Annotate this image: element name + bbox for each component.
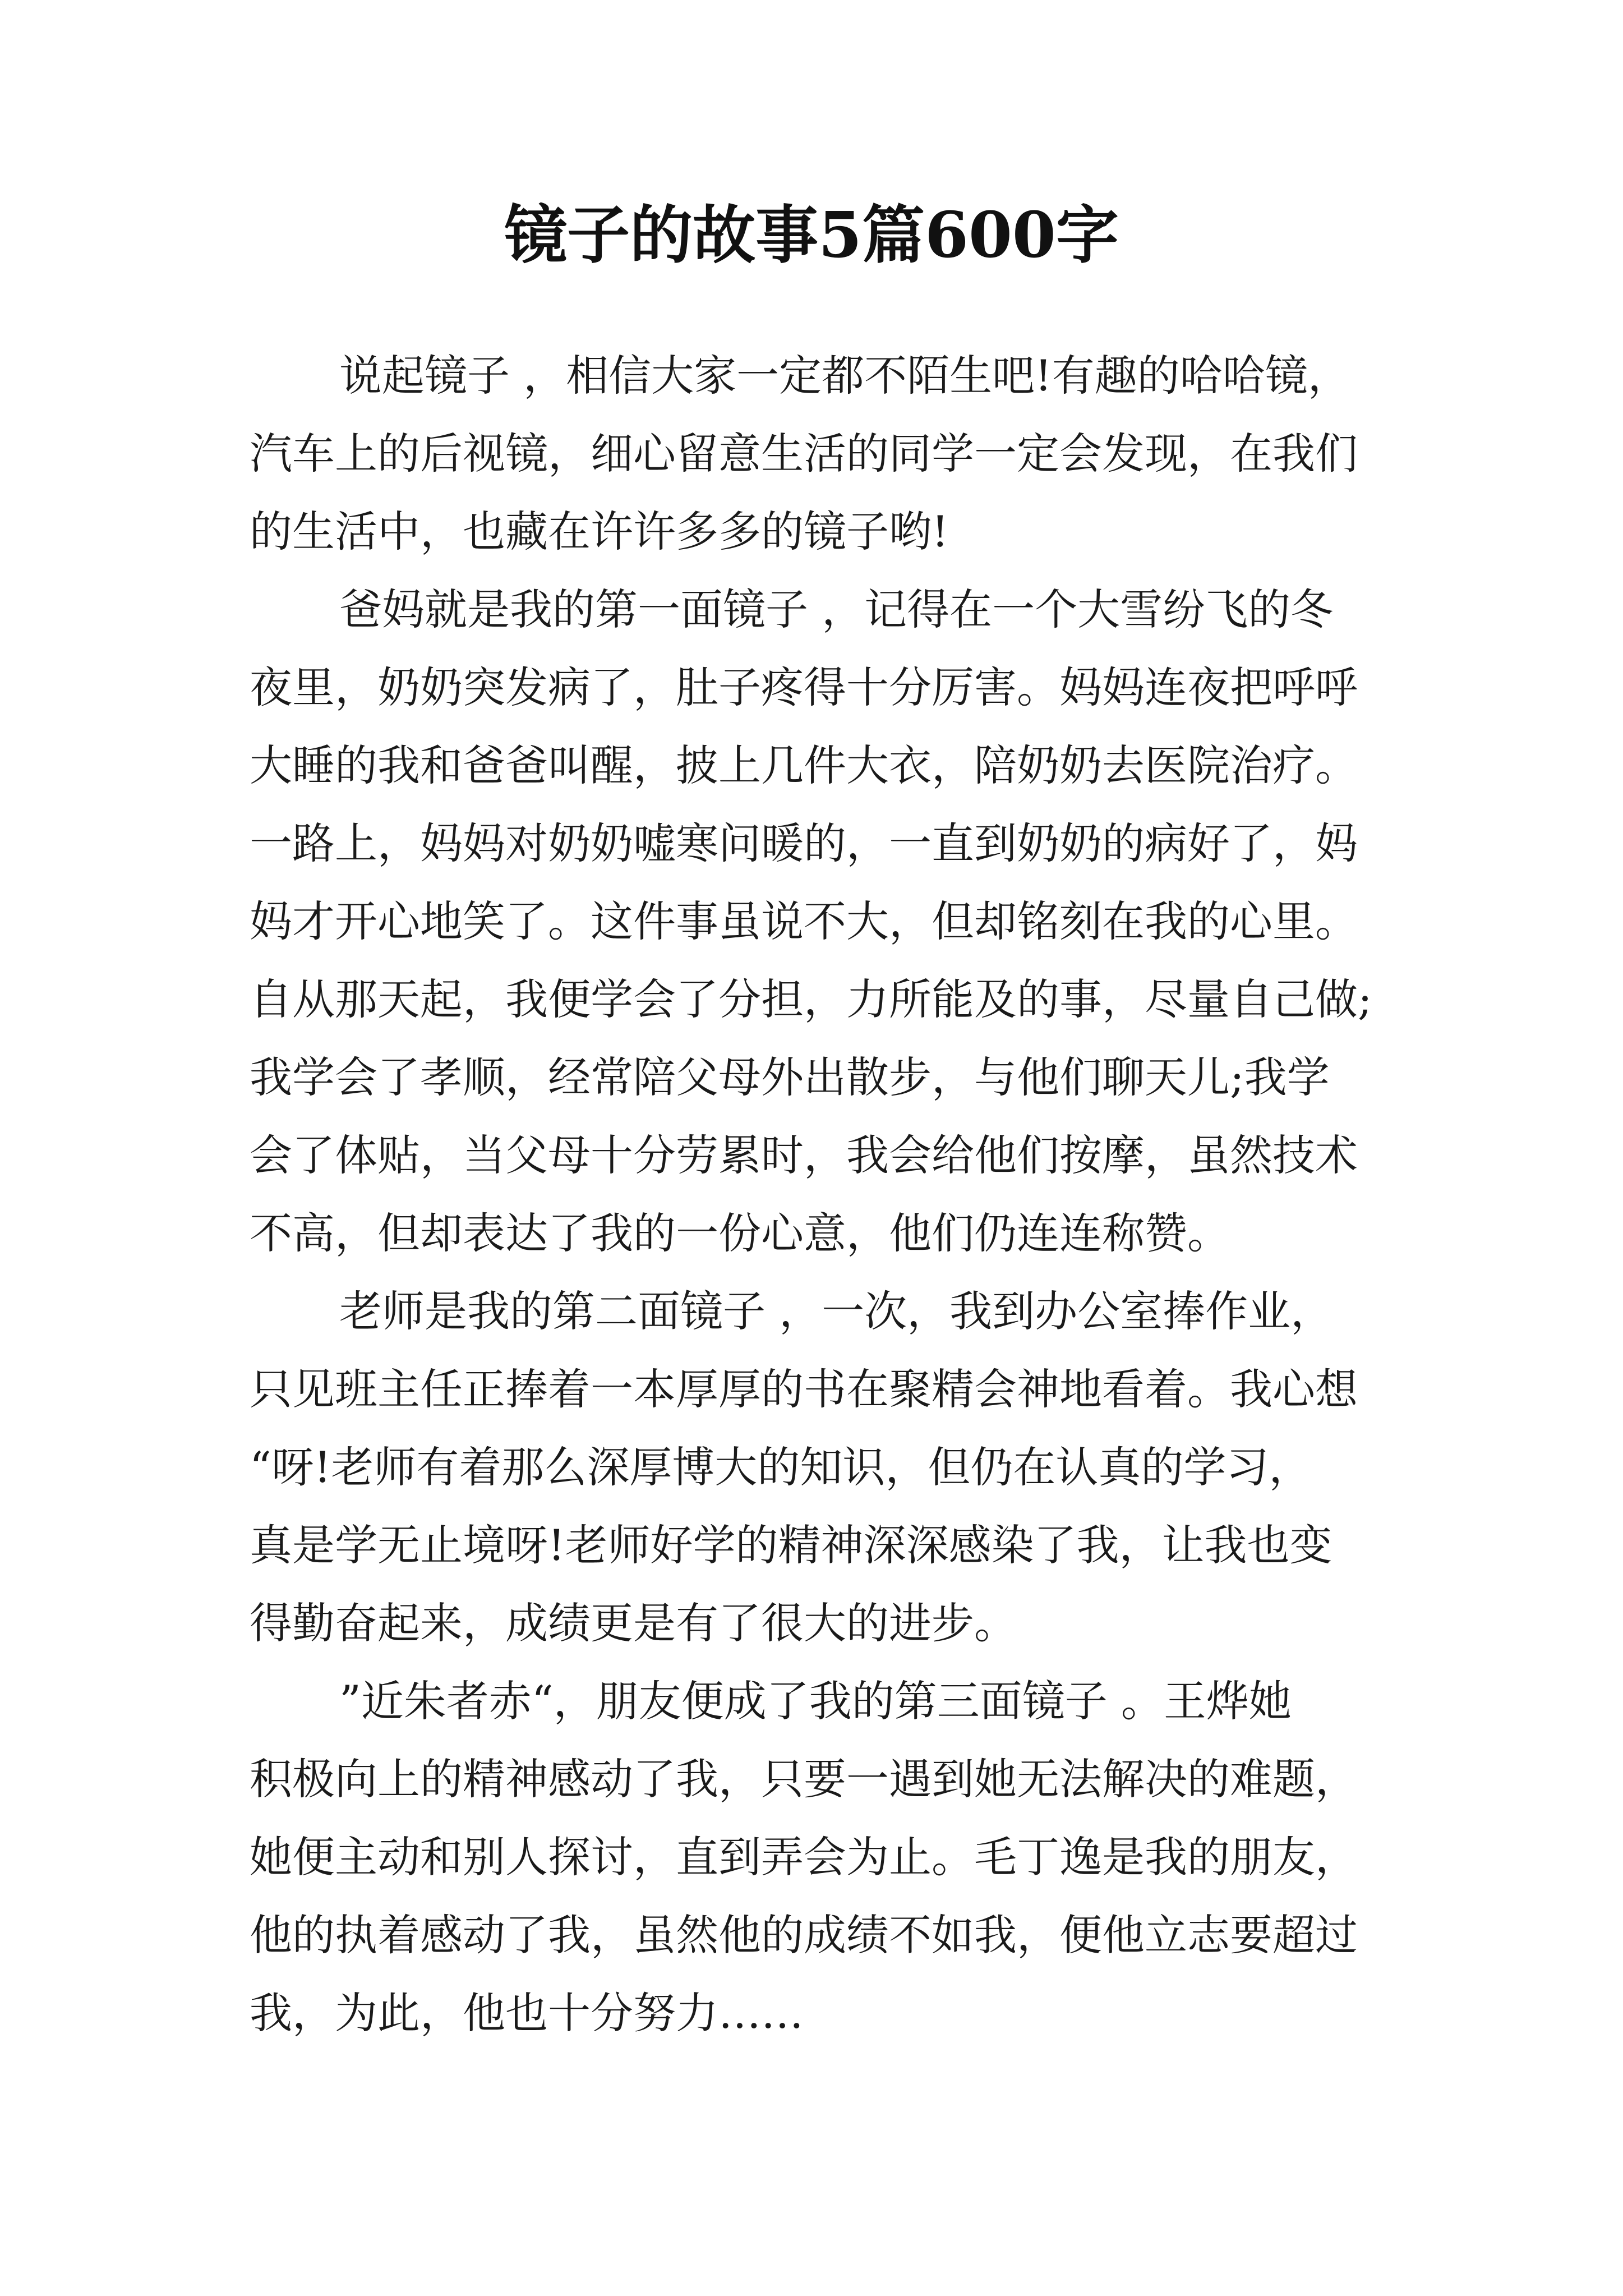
paragraph-line: 汽车上的后视镜，细心留意生活的同学一定会发现，在我们 <box>250 429 1358 478</box>
document-title: 镜子的故事5篇600字 <box>504 199 1119 272</box>
paragraph-2 <box>250 570 1399 1272</box>
paragraph-line: 她便主动和别人探讨，直到弄会为止。毛丁逸是我的朋友， <box>250 1832 1358 1882</box>
paragraph-line: “呀!老师有着那么深厚博大的知识，但仍在认真的学习， <box>250 1442 1312 1492</box>
paragraph-line: 得勤奋起来，成绩更是有了很大的进步。 <box>250 1598 1017 1648</box>
paragraph-1 <box>250 337 1399 570</box>
paragraph-line: 大睡的我和爸爸叫醒，披上几件大衣，陪奶奶去医院治疗。 <box>250 740 1358 790</box>
paragraph-line: ”近朱者赤“，朋友便成了我的第三面镜子 。王烨她 <box>339 1676 1292 1726</box>
paragraph-line: 我学会了孝顺，经常陪父母外出散步，与他们聊天儿;我学 <box>250 1052 1330 1102</box>
paragraph-line: 夜里，奶奶突发病了，肚子疼得十分厉害。妈妈连夜把呼呼 <box>250 662 1358 712</box>
paragraph-line: 积极向上的精神感动了我，只要一遇到她无法解决的难题， <box>250 1754 1358 1804</box>
paragraph-3 <box>250 1272 1399 1662</box>
paragraph-line: 爸妈就是我的第一面镜子 ，记得在一个大雪纷飞的冬 <box>339 585 1334 634</box>
paragraph-line: 真是学无止境呀!老师好学的精神深深感染了我，让我也变 <box>250 1520 1332 1570</box>
paragraph-line: 只见班主任正捧着一本厚厚的书在聚精会神地看着。我心想 <box>250 1364 1358 1414</box>
paragraph-line: 会了体贴，当父母十分劳累时，我会给他们按摩，虽然技术 <box>250 1130 1358 1180</box>
document-body <box>250 337 1399 2052</box>
paragraph-line: 说起镜子 ，相信大家一定都不陌生吧!有趣的哈哈镜， <box>339 351 1350 401</box>
paragraph-line: 老师是我的第二面镜子 ，一次，我到办公室捧作业， <box>339 1286 1334 1336</box>
paragraph-4 <box>250 1662 1399 2052</box>
paragraph-line: 我，为此，他也十分努力…… <box>250 1988 804 2038</box>
paragraph-line: 他的执着感动了我，虽然他的成绩不如我，便他立志要超过 <box>250 1910 1358 1960</box>
paragraph-line: 自从那天起，我便学会了分担，力所能及的事，尽量自己做; <box>250 974 1372 1024</box>
paragraph-line: 不高，但却表达了我的一份心意，他们仍连连称赞。 <box>250 1208 1230 1258</box>
paragraph-line: 的生活中，也藏在许许多多的镜子哟! <box>250 507 949 556</box>
paragraph-line: 一路上，妈妈对奶奶嘘寒问暖的，一直到奶奶的病好了，妈 <box>250 818 1358 868</box>
paragraph-line: 妈才开心地笑了。这件事虽说不大，但却铭刻在我的心里。 <box>250 896 1358 946</box>
